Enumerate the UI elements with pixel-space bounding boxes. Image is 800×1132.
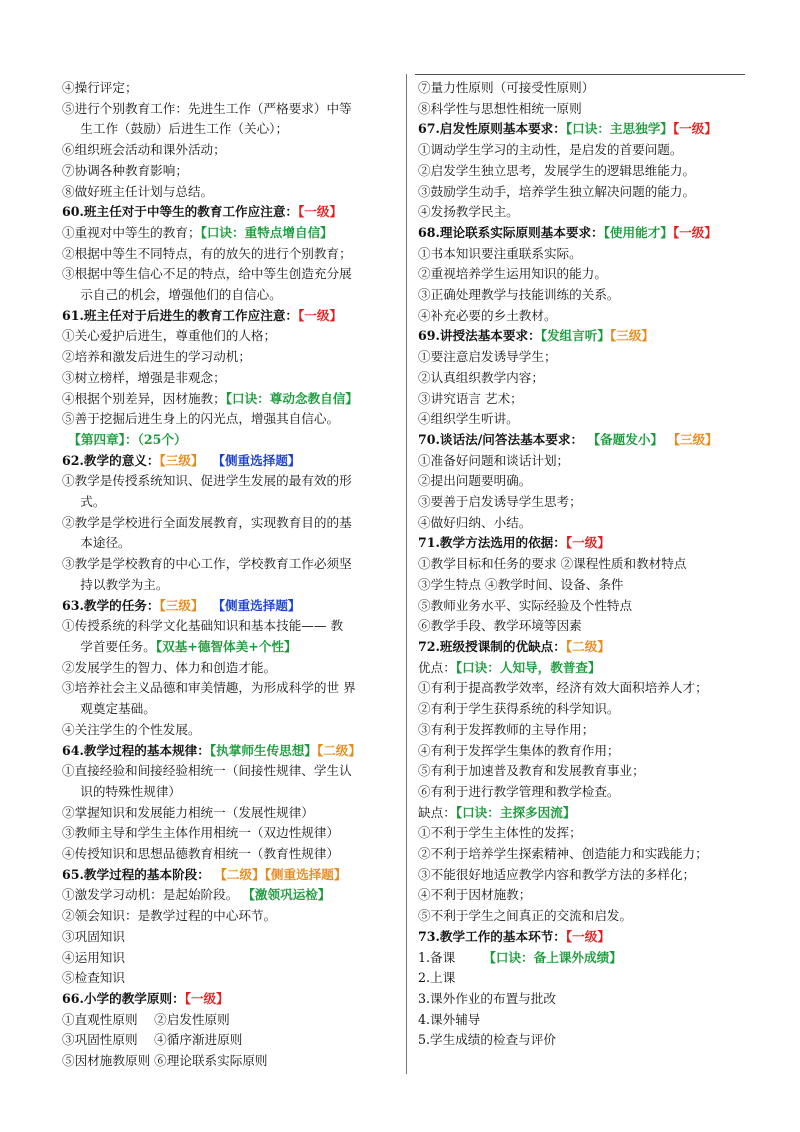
text-line: ⑤不利于学生之间真正的交流和启发。 (418, 908, 633, 924)
text-line: ③巩固性原则 ④循序渐进原则 (62, 1032, 243, 1048)
mnemonic-tag: 【备题发小】 (587, 431, 663, 447)
level-tag: 【一级】 (298, 307, 343, 323)
text-line (62, 885, 402, 906)
text-line (62, 223, 402, 244)
mnemonic-tag: 【使用能才】 (603, 224, 673, 240)
text-line: ①传授系统的科学文化基础知识和基本技能—— 教 (62, 618, 344, 634)
text-line: ⑧科学性与思想性相统一原则 (418, 100, 582, 116)
document-page (62, 78, 747, 1078)
text-line (418, 948, 753, 969)
mnemonic-tag: 【口诀：备上课外成绩】 (483, 949, 622, 965)
mnemonic-tag: 【口诀：主思独学】 (565, 121, 673, 137)
question-73-heading (418, 927, 753, 948)
text-line: ①教学是传授系统知识、促进学生发展的最有效的形 (62, 473, 352, 489)
text-line: ①不利于学生主体性的发挥； (418, 825, 582, 841)
mnemonic-tag: 【口诀：主探多因流】 (455, 804, 576, 820)
mnemonic-tag: 【口诀：人知导，教普查】 (455, 659, 601, 675)
chapter-count: ：（25个） (124, 431, 187, 447)
text-line: ④不利于因材施教； (418, 887, 532, 903)
item-text: ④根据个别差异，因材施教； (62, 390, 226, 406)
text-line: 本途径。 (80, 535, 131, 551)
text-line: ①要注意启发诱导学生； (418, 349, 557, 365)
question-61-heading (62, 306, 402, 327)
text-line: ②发展学生的智力、体力和创造才能。 (62, 659, 277, 675)
text-line: 式。 (80, 494, 106, 510)
question-title: 66.小学的教学原则： (62, 990, 185, 1006)
question-title: 65.教学过程的基本阶段： (62, 866, 210, 882)
text-line: ③教师主导和学生主体作用相统一（双边性规律） (62, 825, 340, 841)
question-title: 72.班级授课制的优缺点： (418, 638, 566, 654)
text-line: ⑤善于挖掘后进生身上的闪光点，增强其自信心。 (62, 411, 340, 427)
question-71-heading (418, 533, 753, 554)
question-title: 67.启发性原则基本要求： (418, 121, 566, 137)
text-line: ⑤有利于加速普及教育和发展教育事业； (418, 763, 645, 779)
chapter-label: 【第四章】 (68, 431, 125, 447)
text-line: ①直观性原则 ②启发性原则 (62, 1011, 230, 1027)
question-70-heading (418, 430, 753, 451)
question-title: 68.理论联系实际原则基本要求： (418, 224, 604, 240)
advantages-label (418, 658, 753, 679)
level-tag: 【一级】 (184, 990, 229, 1006)
question-title: 60.班主任对于中等生的教育工作应注意： (62, 204, 299, 220)
text-line: ④传授知识和思想品德教育相统一（教育性规律） (62, 846, 340, 862)
focus-tag: 【侧重选择题】 (264, 866, 347, 882)
disadvantages-label (418, 803, 753, 824)
item-text: 优点： (418, 659, 456, 675)
question-65-heading (62, 865, 402, 886)
question-title: 63.教学的任务： (62, 597, 160, 613)
level-tag: 【一级】 (672, 121, 717, 137)
question-60-heading (62, 202, 402, 223)
question-title: 73.教学工作的基本环节： (418, 928, 566, 944)
focus-tag: 【侧重选择题】 (212, 597, 301, 613)
text-line: ⑤教师业务水平、实际经验及个性特点 (418, 597, 633, 613)
text-line: ②认真组织教学内容； (418, 369, 544, 385)
text-line: ②启发学生独立思考，发展学生的逻辑思维能力。 (418, 162, 696, 178)
text-line: ②培养和激发后进生的学习动机； (62, 349, 251, 365)
text-line: ⑦量力性原则（可接受性原则） (418, 80, 595, 95)
focus-tag: 【侧重选择题】 (212, 452, 301, 468)
level-tag: 【一级】 (565, 535, 610, 551)
text-line: ③讲究语言 艺术； (418, 390, 523, 406)
text-line: ④做好归纳、小结。 (418, 514, 532, 530)
level-tag: 【二级】 (565, 638, 610, 654)
level-tag: 【一级】 (565, 928, 610, 944)
mnemonic-tag: 【口诀：尊动念教自信】 (225, 390, 358, 406)
text-line: ②领会知识：是教学过程的中心环节。 (62, 908, 277, 924)
item-text: 缺点： (418, 804, 456, 820)
level-tag: 【二级】 (214, 866, 265, 882)
chapter-heading (62, 430, 402, 451)
level-tag: 【一级】 (672, 224, 717, 240)
text-line: ④组织学生听讲。 (418, 411, 519, 427)
question-63-heading (62, 596, 402, 617)
question-title: 70.谈话法/问答法基本要求： (418, 431, 584, 447)
level-tag: 【三级】 (159, 452, 204, 468)
text-line: ③学生特点 ④教学时间、设备、条件 (418, 576, 624, 592)
question-69-heading (418, 326, 753, 347)
text-line: ①准备好问题和谈话计划； (418, 452, 570, 468)
question-title: 71.教学方法选用的依据： (418, 535, 566, 551)
mnemonic-tag: 【发组言听】 (540, 328, 610, 344)
text-line: ③巩固知识 (62, 928, 125, 944)
question-title: 61.班主任对于后进生的教育工作应注意： (62, 307, 299, 323)
question-title: 64.教学过程的基本规律： (62, 742, 210, 758)
text-line (62, 637, 402, 658)
text-line: 持以教学为主。 (80, 576, 169, 592)
mnemonic-tag: 【口诀：重特点增自信】 (200, 224, 333, 240)
item-text: 学首要任务。 (80, 638, 156, 654)
text-line (62, 389, 402, 410)
text-line: 4.课外辅导 (418, 1011, 481, 1027)
text-line: ③培养社会主义品德和审美情趣，为形成科学的世 界 (62, 680, 356, 696)
text-line: 示自己的机会，增强他们的自信心。 (80, 287, 282, 303)
text-line: ⑤因材施教原则 ⑥理论联系实际原则 (62, 1053, 268, 1069)
text-line: ⑤检查知识 (62, 970, 125, 986)
text-line: ①调动学生学习的主动性，是启发的首要问题。 (418, 142, 683, 158)
text-line: 5.学生成绩的检查与评价 (418, 1032, 556, 1048)
text-line: ④操行评定； (62, 80, 138, 95)
question-title: 69.讲授法基本要求： (418, 328, 541, 344)
text-line: ①教学目标和任务的要求 ②课程性质和教材特点 (418, 556, 687, 572)
text-line: ②有利于学生获得系统的科学知识。 (418, 701, 620, 717)
mnemonic-tag: 【激领巩运检】 (242, 887, 331, 903)
right-column (418, 78, 753, 1051)
text-line: 2.上课 (418, 970, 456, 986)
text-line: ④关注学生的个性发展。 (62, 721, 201, 737)
header-rule (415, 74, 745, 75)
mnemonic-tag: 【双基+德智体美+个性】 (155, 638, 297, 654)
text-line: ⑥教学手段、教学环境等因素 (418, 618, 582, 634)
text-line: ④发扬教学民主。 (418, 204, 519, 220)
mnemonic-tag: 【执掌师生传思想】 (209, 742, 317, 758)
text-line: ②掌握知识和发展能力相统一（发展性规律） (62, 804, 314, 820)
text-line: ③鼓励学生动手，培养学生独立解决问题的能力。 (418, 183, 696, 199)
text-line: ③要善于启发诱导学生思考； (418, 494, 582, 510)
item-text: 1.备课 (418, 949, 456, 965)
level-tag: 【三级】 (667, 431, 718, 447)
text-line: ④运用知识 (62, 949, 125, 965)
level-tag: 【一级】 (298, 204, 343, 220)
item-text: ①重视对中等生的教育； (62, 224, 201, 240)
text-line: ②提出问题要明确。 (418, 473, 532, 489)
text-line: 识的特殊性规律） (80, 783, 182, 799)
text-line: ④有利于发挥学生集体的教育作用； (418, 742, 620, 758)
text-line: ⑤进行个别教育工作：先进生工作（严格要求）中等 (62, 100, 352, 116)
text-line: ⑦协调各种教育影响； (62, 162, 188, 178)
question-72-heading (418, 637, 753, 658)
text-line: 观奠定基础。 (80, 701, 156, 717)
text-line: ②根据中等生不同特点，有的放矢的进行个别教育； (62, 245, 352, 261)
text-line: ②教学是学校进行全面发展教育，实现教育目的的基 (62, 514, 352, 530)
text-line: ①书本知识要注重联系实际。 (418, 245, 582, 261)
level-tag: 【二级】 (316, 742, 361, 758)
text-line: ③正确处理教学与技能训练的关系。 (418, 287, 620, 303)
item-text: ①激发学习动机：是起始阶段。 (62, 887, 239, 903)
text-line: 生工作（鼓励）后进生工作（关心）； (80, 121, 289, 137)
text-line: ①关心爱护后进生，尊重他们的人格； (62, 328, 277, 344)
text-line: ④补充必要的乡土教材。 (418, 307, 557, 323)
text-line: ⑧做好班主任计划与总结。 (62, 183, 214, 199)
text-line: ③不能很好地适应教学内容和教学方法的多样化； (418, 866, 696, 882)
text-line: ①有利于提高教学效率，经济有效大面积培养人才； (418, 680, 708, 696)
level-tag: 【三级】 (159, 597, 204, 613)
text-line: ③根据中等生信心不足的特点，给中等生创造充分展 (62, 266, 352, 282)
text-line: ③有利于发挥教师的主导作用； (418, 721, 595, 737)
level-tag: 【三级】 (609, 328, 655, 344)
left-column (62, 78, 402, 1072)
text-line: ⑥组织班会活动和课外活动； (62, 142, 226, 158)
text-line: ⑥有利于进行教学管理和教学检查。 (418, 783, 620, 799)
question-title: 62.教学的意义： (62, 452, 160, 468)
text-line: ③教学是学校教育的中心工作，学校教育工作必须坚 (62, 556, 352, 572)
text-line: ③树立榜样，增强是非观念； (62, 369, 226, 385)
question-64-heading (62, 741, 402, 762)
question-67-heading (418, 119, 753, 140)
question-62-heading (62, 451, 402, 472)
text-line: 3.课外作业的布置与批改 (418, 990, 556, 1006)
text-line: ②不利于培养学生探索精神、创造能力和实践能力； (418, 846, 708, 862)
question-68-heading (418, 223, 753, 244)
question-66-heading (62, 989, 402, 1010)
text-line: ①直接经验和间接经验相统一（间接性规律、学生认 (62, 763, 352, 779)
text-line: ②重视培养学生运用知识的能力。 (418, 266, 607, 282)
